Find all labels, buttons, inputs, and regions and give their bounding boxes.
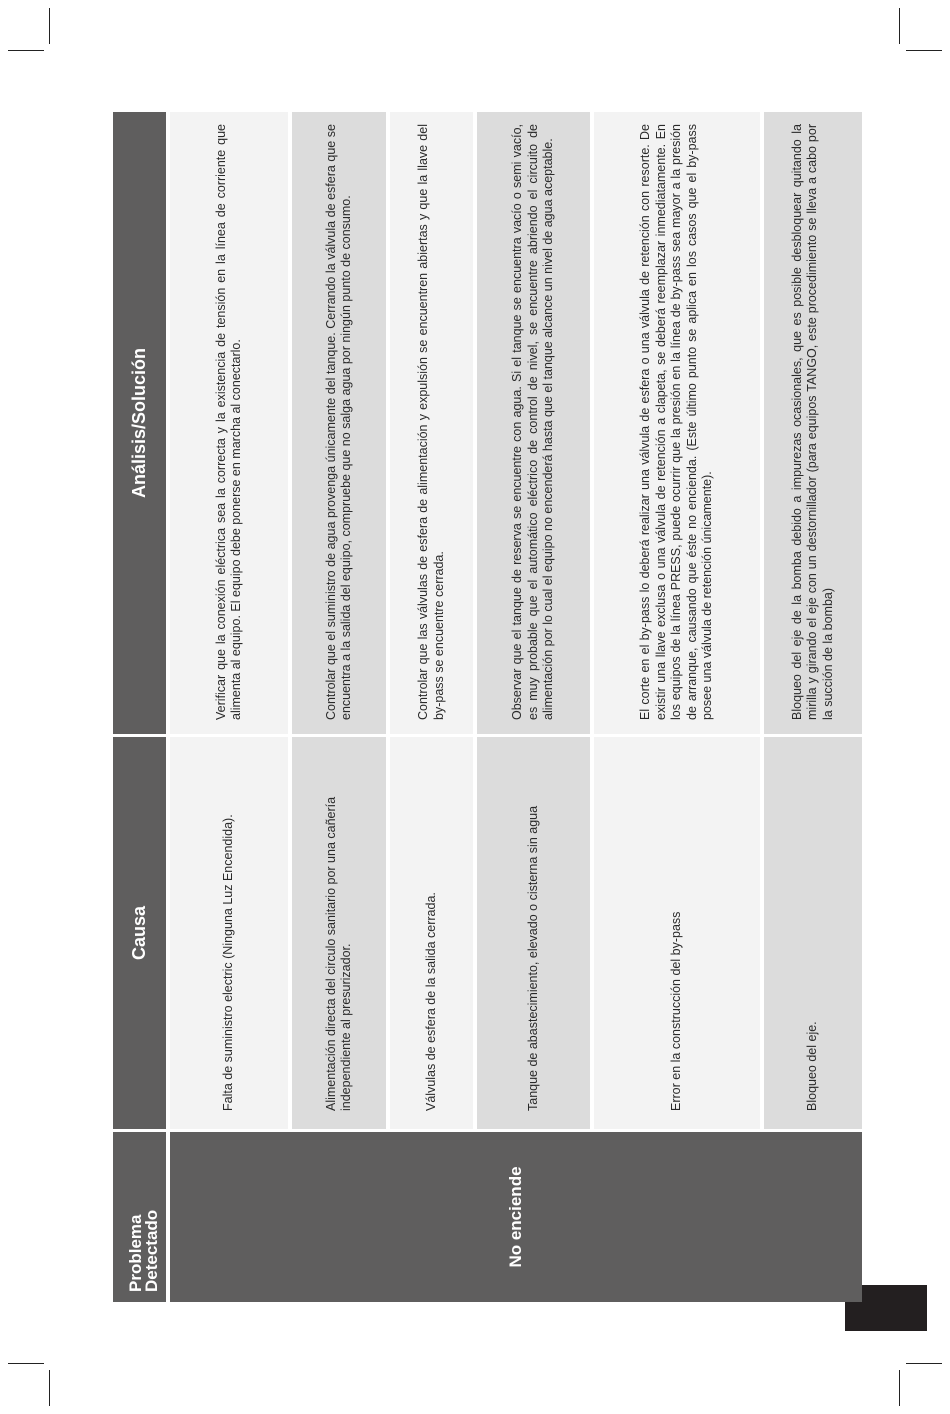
causa-cell: [170, 737, 292, 1132]
causa-cell: [764, 737, 862, 1132]
crop-mark: [906, 50, 942, 51]
causa-cell: [594, 737, 764, 1132]
causa-text: Alimentación directa del circulo sanitario por una cañería independiente al presurizador.: [323, 796, 353, 1111]
crop-mark: [899, 8, 900, 44]
causa-text: Error en la construcción del by-pass: [669, 911, 684, 1111]
crop-mark: [49, 1370, 50, 1406]
troubleshooting-table: [113, 112, 835, 1302]
analisis-text: Verificar que la conexión eléctrica sea la correcta y la existencia de tensión en la línea de corriente que alimenta al equipo. El equipo debe ponerse en marcha al conectarlo.: [213, 124, 243, 720]
causa-cell: [390, 737, 477, 1132]
causa-cell: [292, 737, 390, 1132]
analisis-cell: [390, 112, 477, 737]
header-problema: [113, 1132, 170, 1302]
causa-cell: [477, 737, 594, 1132]
crop-mark: [49, 8, 50, 44]
analisis-cell: [594, 112, 764, 737]
causa-text: Falta de suministro electric (Ninguna Luz Encendida).: [221, 814, 236, 1111]
header-analisis: Análisis/Solución: [113, 112, 170, 737]
causa-text: Bloqueo del eje.: [805, 1021, 820, 1111]
analisis-cell: [764, 112, 862, 737]
analisis-cell: [170, 112, 292, 737]
analisis-text: El corte en el by-pass lo deberá realizar una válvula de esfera o una válvula de retención con resorte. De existir una llave exclusa o una válvula de retención a clapeta, se deberá reemplazar inmediatamente. En los equipos de la línea PRESS, puede ocurrir que la presión en la línea de by-pass sea mayor a la presión de arranque, causando que éste no encienda. (Este último punto se aplica en los casos que el by-pass posee una válvula de retención únicamente).: [638, 124, 715, 720]
header-problema-line1: Problema: [126, 1214, 145, 1292]
crop-mark: [899, 1370, 900, 1406]
problem-cell: No enciende: [170, 1132, 862, 1302]
crop-mark: [8, 50, 44, 51]
crop-mark: [8, 1363, 44, 1364]
causa-text: Válvulas de esfera de la salida cerrada.: [423, 892, 438, 1111]
causa-text: Tanque de abastecimiento, elevado o cisterna sin agua: [525, 805, 540, 1111]
analisis-cell: [477, 112, 594, 737]
analisis-text: Bloqueo del eje de la bomba debido a impurezas ocasionales, que es posible desbloquear quitando la mirilla y girando el eje con un destornillador (para equipos TANGO, este procedimiento se lleva a cabo por la succión de la bomba): [789, 124, 835, 720]
header-problema-line2: Detectado: [142, 1209, 161, 1292]
header-causa: Causa: [113, 737, 170, 1132]
analisis-text: Observar que el tanque de reserva se encuentre con agua. Si el tanque se encuentra vacío o semi vacío, es muy probable que el automático eléctrico de control de nivel, se encuentre abriendo el circuito de alimentación por lo cual el equipo no encenderá hasta que el tanque alcance un nivel de agua aceptable.: [510, 124, 556, 720]
analisis-cell: [292, 112, 390, 737]
crop-mark: [906, 1363, 942, 1364]
analisis-text: Controlar que el suministro de agua provenga únicamente del tanque. Cerrando la válvula de esfera que se encuentra a la salida del equipo, compruebe que no salga agua por ningún punto de consumo.: [323, 124, 353, 720]
analisis-text: Controlar que las válvulas de esfera de alimentación y expulsión se encuentren abiertas y que la llave del by-pass se encuentre cerrada.: [416, 124, 446, 720]
